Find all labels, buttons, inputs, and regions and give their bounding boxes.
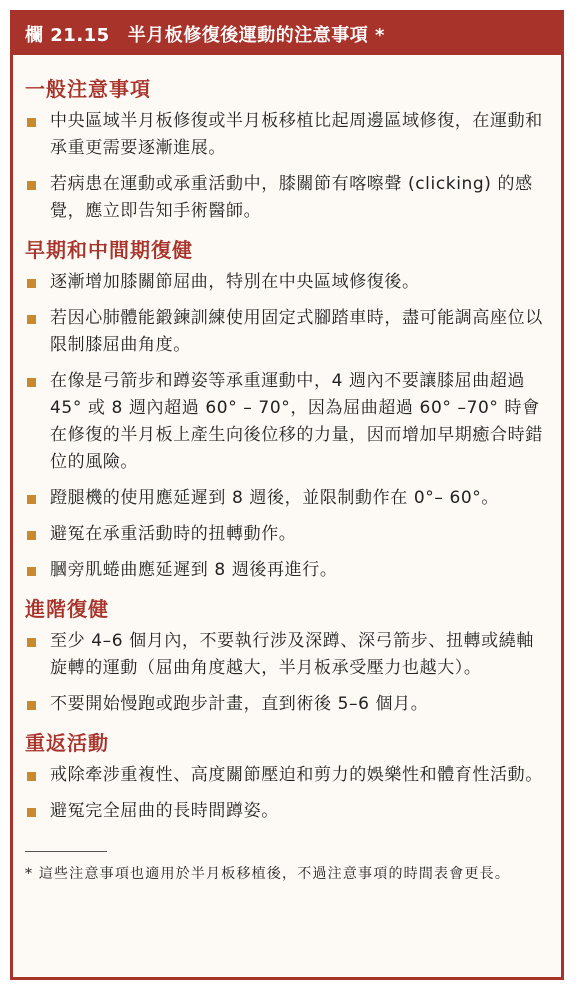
list-item-text: 中央區域半月板修復或半月板移植比起周邊區域修復，在運動和承重更需要逐漸進展。 bbox=[50, 111, 543, 158]
list-item-text: 若因心肺體能鍛鍊訓練使用固定式腳踏車時，盡可能調高座位以限制膝屈曲角度。 bbox=[50, 308, 543, 355]
list-item-text: 不要開始慢跑或跑步計畫，直到術後 5–6 個月。 bbox=[50, 694, 429, 714]
list-item bbox=[25, 269, 547, 296]
section-title: 重返活動 bbox=[25, 731, 109, 755]
square-bullet-icon bbox=[27, 378, 36, 387]
list-item-text: 戒除牽涉重複性、高度關節壓迫和剪力的娛樂性和體育性活動。 bbox=[50, 765, 543, 785]
list-item bbox=[25, 691, 547, 718]
square-bullet-icon bbox=[27, 808, 36, 817]
square-bullet-icon bbox=[27, 315, 36, 324]
section-general bbox=[25, 73, 547, 225]
list-item bbox=[25, 557, 547, 584]
section-return-to-activity bbox=[25, 727, 547, 825]
list-item-text: 逐漸增加膝關節屈曲，特別在中央區域修復後。 bbox=[50, 272, 420, 292]
list-item bbox=[25, 762, 547, 789]
list-item-text: 若病患在運動或承重活動中，膝關節有喀嚓聲 (clicking) 的感覺，應立即告知手術醫師。 bbox=[50, 174, 533, 221]
box-title: 半月板修復後運動的注意事項 * bbox=[127, 25, 385, 46]
list-item bbox=[25, 108, 547, 162]
sidebar-box bbox=[10, 10, 564, 980]
square-bullet-icon bbox=[27, 531, 36, 540]
section-title: 早期和中間期復健 bbox=[25, 238, 193, 262]
square-bullet-icon bbox=[27, 638, 36, 647]
square-bullet-icon bbox=[27, 279, 36, 288]
section-title: 一般注意事項 bbox=[25, 77, 151, 101]
box-number: 欄 21.15 bbox=[25, 25, 110, 46]
square-bullet-icon bbox=[27, 772, 36, 781]
list-item bbox=[25, 171, 547, 225]
footnote-divider bbox=[25, 851, 107, 852]
list-item bbox=[25, 521, 547, 548]
box-content bbox=[13, 55, 561, 887]
footnote: * 這些注意事項也適用於半月板移植後，不過注意事項的時間表會更長。 bbox=[25, 866, 511, 882]
section-advanced bbox=[25, 593, 547, 718]
list-item-text: 至少 4–6 個月內，不要執行涉及深蹲、深弓箭步、扭轉或繞軸旋轉的運動（屈曲角度越大，半月板承受壓力也越大）。 bbox=[50, 631, 534, 678]
list-item-text: 蹬腿機的使用應延遲到 8 週後，並限制動作在 0°– 60°。 bbox=[50, 488, 499, 508]
list-item-text: 膕旁肌蜷曲應延遲到 8 週後再進行。 bbox=[50, 560, 338, 580]
square-bullet-icon bbox=[27, 495, 36, 504]
section-title: 進階復健 bbox=[25, 597, 109, 621]
box-header bbox=[13, 13, 561, 55]
section-early-intermediate bbox=[25, 234, 547, 584]
list-item bbox=[25, 628, 547, 682]
list-item-text: 避冤完全屈曲的長時間蹲姿。 bbox=[50, 801, 279, 821]
list-item bbox=[25, 798, 547, 825]
square-bullet-icon bbox=[27, 181, 36, 190]
list-item-text: 在像是弓箭步和蹲姿等承重運動中，4 週內不要讓膝屈曲超過 45° 或 8 週內超過 60° – 70°，因為屈曲超過 60° –70° 時會在修復的半月板上產生向後位移的力量，因而增加早期癒合時錯位的風險。 bbox=[50, 371, 543, 472]
square-bullet-icon bbox=[27, 118, 36, 127]
square-bullet-icon bbox=[27, 701, 36, 710]
square-bullet-icon bbox=[27, 567, 36, 576]
list-item bbox=[25, 368, 547, 476]
list-item bbox=[25, 305, 547, 359]
list-item-text: 避冤在承重活動時的扭轉動作。 bbox=[50, 524, 297, 544]
list-item bbox=[25, 485, 547, 512]
